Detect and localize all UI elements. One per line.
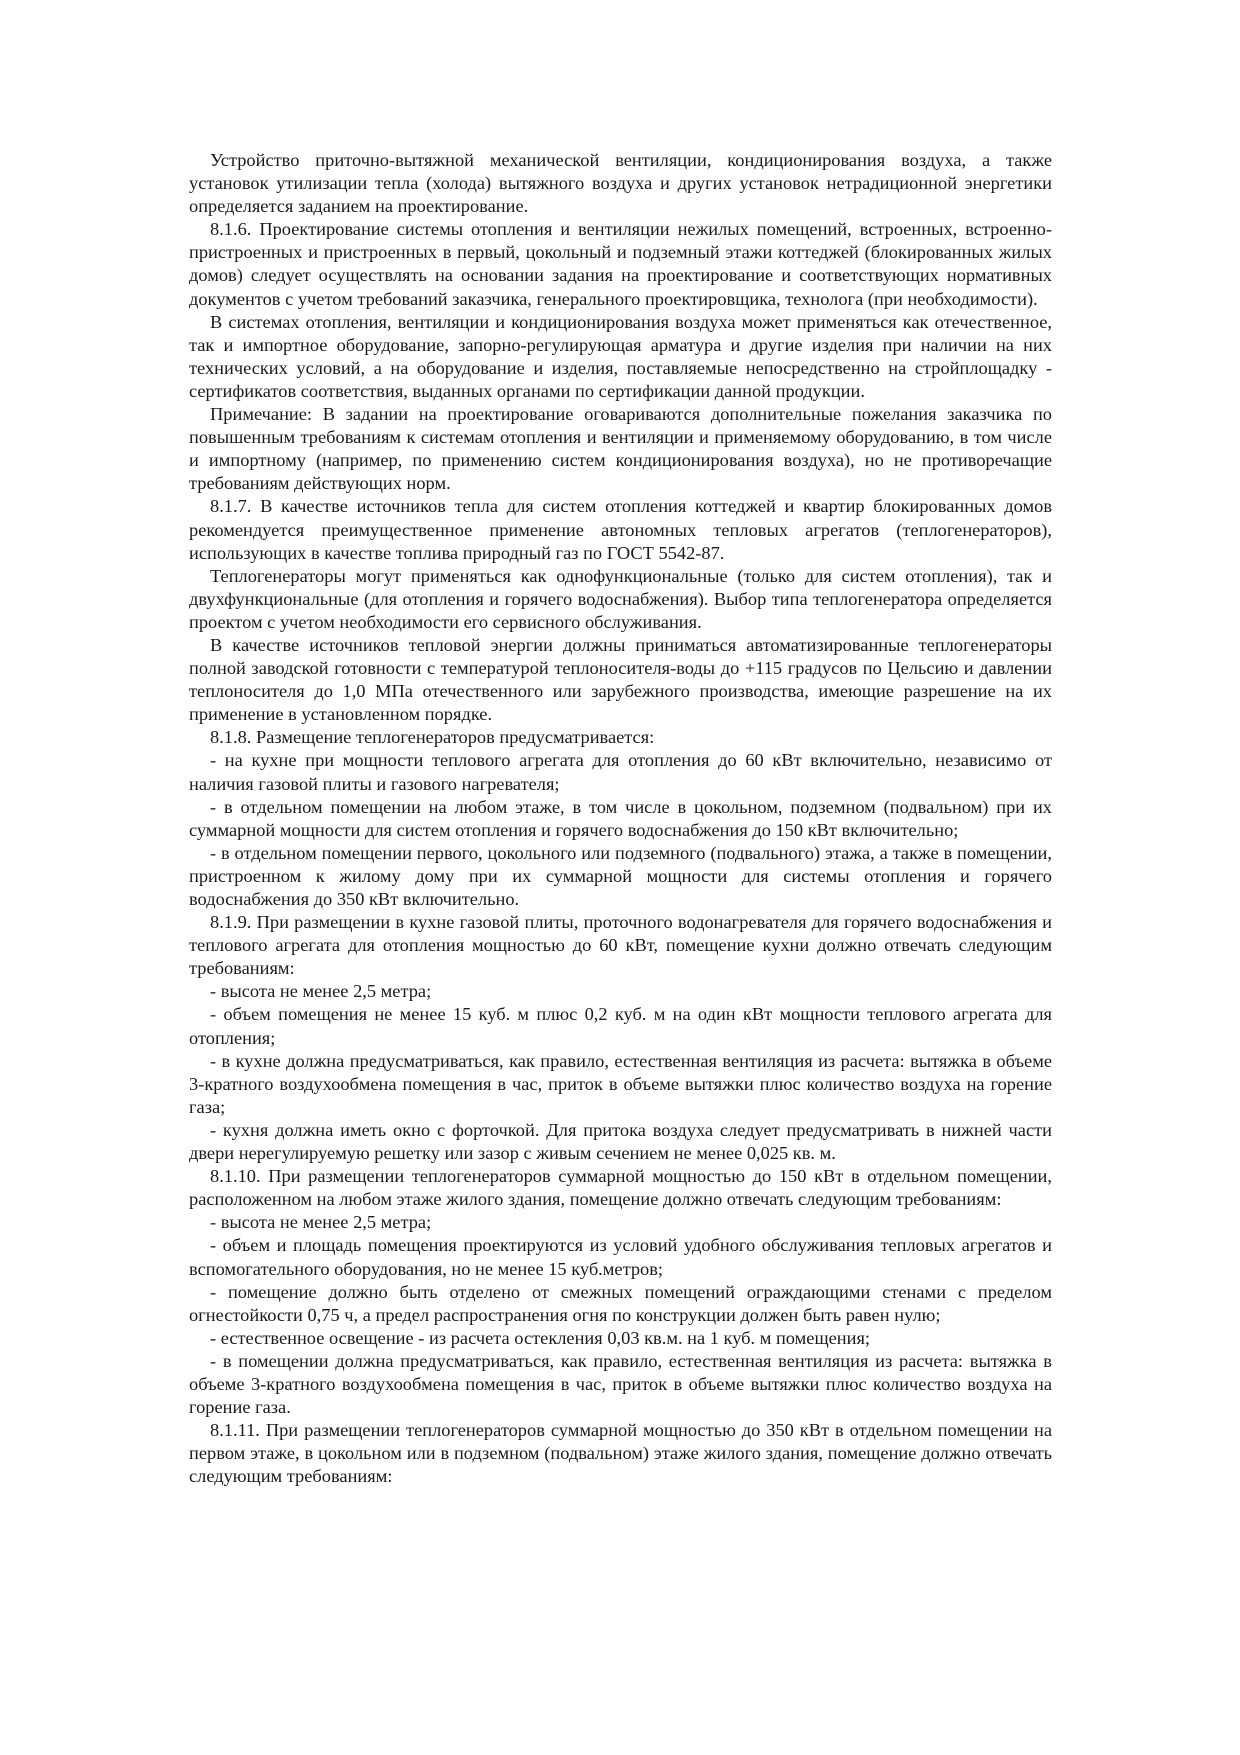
paragraph: - в кухне должна предусматриваться, как правило, естественная вентиляция из расчета: вытяжка в объеме 3-кратного воздухообмена помещения в час, приток в объеме вытяжки плюс количество воздуха на горение газа; <box>189 1050 1052 1117</box>
paragraph: 8.1.9. При размещении в кухне газовой плиты, проточного водонагревателя для горячего водоснабжения и теплового агрегата для отопления мощностью до 60 кВт, помещение кухни должно отвечать следующим требованиям: <box>189 912 1052 979</box>
paragraph: - объем и площадь помещения проектируются из условий удобного обслуживания тепловых агрегатов и вспомогательного оборудования, но не менее 15 куб.метров; <box>189 1235 1052 1279</box>
paragraph: 8.1.10. При размещении теплогенераторов суммарной мощностью до 150 кВт в отдельном помещении, расположенном на любом этаже жилого здания, помещение должно отвечать следующим требованиям: <box>189 1166 1052 1210</box>
paragraph: - объем помещения не менее 15 куб. м плюс 0,2 куб. м на один кВт мощности теплового агрегата для отопления; <box>189 1004 1052 1048</box>
paragraph: Теплогенераторы могут применяться как однофункциональные (только для систем отопления), так и двухфункциональные (для отопления и горячего водоснабжения). Выбор типа теплогенератора определяется проектом с учетом необходимости его сервисного обслуживания. <box>189 565 1052 632</box>
paragraph: Устройство приточно-вытяжной механической вентиляции, кондиционирования воздуха, а также установок утилизации тепла (холода) вытяжного воздуха и других установок нетрадиционной энергетики определяется заданием на проектирование. <box>189 150 1052 217</box>
paragraph: - в отдельном помещении на любом этаже, в том числе в цокольном, подземном (подвальном) при их суммарной мощности для систем отопления и горячего водоснабжения до 150 кВт включительно; <box>189 796 1052 840</box>
paragraph: - помещение должно быть отделено от смежных помещений ограждающими стенами с пределом огнестойкости 0,75 ч, а предел распространения огня по конструкции должен быть равен нулю; <box>189 1281 1052 1325</box>
paragraph: - кухня должна иметь окно с форточкой. Для притока воздуха следует предусматривать в нижней части двери нерегулируемую решетку или зазор с живым сечением не менее 0,025 кв. м. <box>189 1119 1052 1164</box>
paragraph: - высота не менее 2,5 метра; <box>210 981 432 1002</box>
paragraph: - в отдельном помещении первого, цокольного или подземного (подвального) этажа, а также в помещении, пристроенном к жилому дому при их суммарной мощности для системы отопления и горячего водоснабжения до 350 кВт включительно. <box>189 842 1052 909</box>
paragraph: - на кухне при мощности теплового агрегата для отопления до 60 кВт включительно, независимо от наличия газовой плиты и газового нагревателя; <box>189 750 1052 794</box>
paragraph: - в помещении должна предусматриваться, как правило, естественная вентиляция из расчета: вытяжка в объеме 3-кратного воздухообмена помещения в час, приток в объеме вытяжки плюс количество воздуха на горение газа. <box>189 1350 1052 1418</box>
paragraph: 8.1.8. Размещение теплогенераторов предусматривается: <box>210 727 655 748</box>
paragraph: Примечание: В задании на проектирование оговариваются дополнительные пожелания заказчика по повышенным требованиям к системам отопления и вентиляции и применяемому оборудованию, в том числе и импортному (например, по применению систем кондиционирования воздуха), но не противоречащие требованиям действующих норм. <box>189 404 1052 494</box>
paragraph: В системах отопления, вентиляции и кондиционирования воздуха может применяться как отечественное, так и импортное оборудование, запорно-регулирующая арматура и другие изделия при наличии на них технических условий, а на оборудование и изделия, поставляемые непосредственно на стройплощадку - сертификатов соответствия, выданных органами по сертификации данной продукции. <box>189 311 1052 401</box>
paragraph: 8.1.7. В качестве источников тепла для систем отопления коттеджей и квартир блокированных домов рекомендуется преимущественное применение автономных тепловых агрегатов (теплогенераторов), использующих в качестве топлива природный газ по ГОСТ 5542-87. <box>189 496 1052 563</box>
document-page <box>189 149 1052 1488</box>
paragraph: - высота не менее 2,5 метра; <box>210 1212 432 1233</box>
paragraph: В качестве источников тепловой энергии должны приниматься автоматизированные теплогенераторы полной заводской готовности с температурой теплоносителя-воды до +115 градусов по Цельсию и давлении теплоносителя до 1,0 МПа отечественного или зарубежного производства, имеющие разрешение на их применение в установленном порядке. <box>189 634 1052 725</box>
paragraph: 8.1.11. При размещении теплогенераторов суммарной мощностью до 350 кВт в отдельном помещении на первом этаже, в цокольном или в подземном (подвальном) этаже жилого здания, помещение должно отвечать следующим требованиям: <box>189 1420 1052 1487</box>
paragraph: 8.1.6. Проектирование системы отопления и вентиляции нежилых помещений, встроенных, встроенно-пристроенных и пристроенных в первый, цокольный и подземный этажи коттеджей (блокированных жилых домов) следует осуществлять на основании задания на проектирование и соответствующих нормативных документов с учетом требований заказчика, генерального проектировщика, технолога (при необходимости). <box>189 219 1052 309</box>
paragraph: - естественное освещение - из расчета остекления 0,03 кв.м. на 1 куб. м помещения; <box>210 1327 871 1348</box>
